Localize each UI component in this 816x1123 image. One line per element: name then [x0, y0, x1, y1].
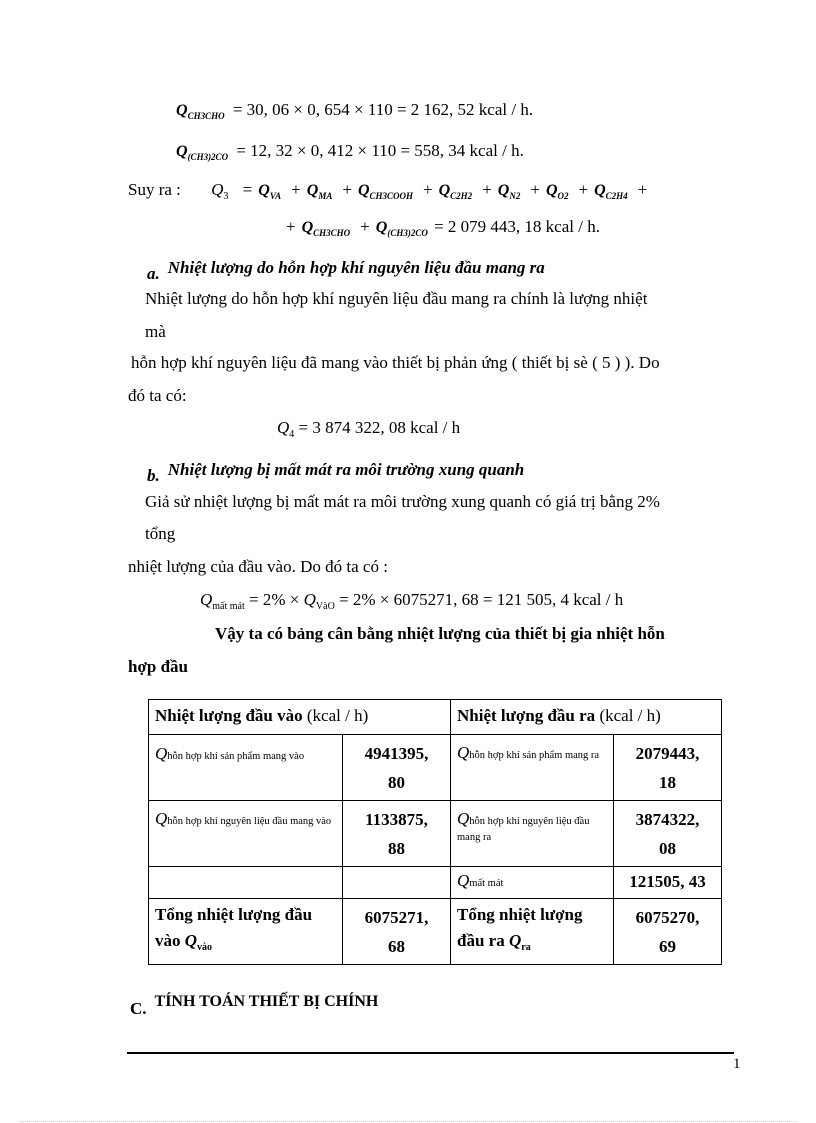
q-symbol: Q — [457, 871, 470, 890]
section-a-para-1: Nhiệt lượng do hỗn hợp khí nguyên liệu đầu mang ra chính là lượng nhiệt — [145, 289, 648, 308]
formula-term — [482, 180, 520, 199]
operator: + — [342, 180, 352, 199]
row2-output-value — [614, 801, 722, 867]
section-b-letter: b. — [147, 466, 160, 485]
section-c-title: TÍNH TOÁN THIẾT BỊ CHÍNH — [154, 993, 379, 1010]
q-subscript: N2 — [509, 191, 521, 201]
suy-ra-label: Suy ra : — [128, 180, 181, 199]
page-bottom-divider — [20, 1121, 796, 1122]
q3-symbol: Q — [211, 180, 224, 199]
operator: + — [530, 180, 540, 199]
section-b-para-1: Giả sử nhiệt lượng bị mất mát ra môi trường xung quanh có giá trị bằng 2% — [145, 492, 660, 511]
row-label: hỗn hợp khí sản phẩm mang vào — [167, 751, 305, 762]
row2-input-value — [343, 801, 451, 867]
q-symbol: Q — [508, 931, 522, 950]
row3-input-value — [343, 867, 451, 899]
q-subscript: MA — [318, 191, 333, 201]
section-a-para-4: đó ta có: — [128, 386, 187, 405]
section-a-equation — [277, 418, 460, 440]
q-symbol: Q — [594, 182, 606, 199]
total-input-label — [149, 899, 343, 965]
row2-output-label — [451, 801, 614, 867]
header-input-title: Nhiệt lượng đầu vào — [155, 706, 303, 725]
value-part-2: 08 — [659, 839, 677, 858]
summary-line-2: hợp đầu — [128, 657, 188, 676]
q-symbol: Q — [375, 219, 388, 236]
value-part-1: 3874322, — [635, 810, 700, 829]
heat-balance-table — [148, 699, 722, 965]
row3-output-label — [451, 867, 614, 899]
formula-term — [243, 180, 282, 199]
q-symbol: Q — [306, 182, 319, 199]
section-b-para-3: nhiệt lượng của đầu vào. Do đó ta có : — [128, 557, 388, 576]
formula-ch3cho — [176, 100, 533, 121]
q-loss-symbol: Q — [200, 590, 213, 609]
value-part-2: 18 — [659, 773, 677, 792]
table-row — [149, 801, 722, 867]
row1-input-value — [343, 735, 451, 801]
section-a-para-2: mà — [145, 322, 166, 341]
section-a-letter: a. — [147, 264, 160, 283]
formula-term — [286, 217, 350, 236]
value-part-1: 2079443, — [635, 744, 700, 763]
section-c-heading — [130, 991, 379, 1018]
header-output — [451, 700, 722, 735]
formula-term — [579, 180, 628, 199]
q4-subscript: 4 — [289, 429, 295, 440]
row-label: hỗn hợp khí nguyên liệu đầu mang ra — [457, 816, 590, 843]
section-a-heading — [147, 258, 545, 283]
formula-term — [638, 180, 654, 199]
row3-output-value — [614, 867, 722, 899]
row1-output-label — [451, 735, 614, 801]
section-c-letter: C. — [130, 999, 147, 1018]
equation-rest: = 2% × 6075271, 68 = 121 505, 4 kcal / h — [334, 590, 624, 609]
q-symbol: Q — [457, 743, 470, 762]
q-subscript: CH3CHO — [313, 228, 351, 238]
formula-ch32co — [176, 141, 524, 162]
q4-symbol: Q — [277, 418, 290, 437]
table-row — [149, 867, 722, 899]
total-input-value — [343, 899, 451, 965]
q-symbol: Q — [184, 931, 198, 950]
q-symbol: Q — [155, 744, 168, 763]
header-output-title: Nhiệt lượng đầu ra — [457, 706, 596, 725]
total-output-value — [614, 899, 722, 965]
formula-expression: = 30, 06 × 0, 654 × 110 = 2 162, 52 kcal / h. — [232, 100, 534, 119]
q-in-symbol: Q — [303, 590, 316, 609]
value-part-2: 88 — [388, 839, 405, 858]
operator: + — [578, 180, 589, 199]
suy-ra-line-2 — [276, 217, 600, 238]
row-label: hỗn hợp khí nguyên liệu đầu mang vào — [167, 816, 332, 827]
row-label: hỗn hợp khí sản phẩm mang ra — [469, 750, 600, 761]
table-total-row — [149, 899, 722, 965]
summary-line-1: Vậy ta có bảng cân bằng nhiệt lượng của thiết bị gia nhiệt hỗn — [215, 624, 665, 643]
value-part-1: 6075270, — [635, 908, 700, 927]
section-a-title: Nhiệt lượng do hỗn hợp khí nguyên liệu đầu mang ra — [167, 258, 545, 277]
q-symbol: Q — [497, 182, 510, 199]
formula-expression: = 12, 32 × 0, 412 × 110 = 558, 34 kcal / h. — [236, 141, 524, 160]
formula-term — [423, 180, 472, 199]
value-part-2: 69 — [659, 937, 677, 956]
q-symbol: Q — [176, 143, 188, 160]
value-part-2: 68 — [388, 937, 405, 956]
q-symbol: Q — [545, 182, 558, 199]
formula-term — [360, 217, 428, 236]
q-subscript: O2 — [557, 191, 569, 201]
q-loss-subscript: mất mát — [212, 601, 245, 612]
operator: = — [242, 180, 253, 199]
row1-output-value — [614, 735, 722, 801]
q-subscript: (CH3)2CO — [387, 228, 428, 238]
value-part-2: 80 — [388, 773, 405, 792]
page-number: 1 — [733, 1056, 741, 1072]
operator: + — [291, 180, 301, 199]
value-part-1: 4941395, — [364, 744, 429, 763]
q-symbol: Q — [357, 182, 370, 199]
operator: + — [637, 180, 648, 199]
total-output-label — [451, 899, 614, 965]
section-b-heading — [147, 460, 525, 485]
suy-ra-line-1 — [128, 180, 653, 202]
section-b-title: Nhiệt lượng bị mất mát ra môi trường xung quanh — [167, 460, 525, 479]
q-symbol: Q — [258, 182, 270, 199]
q-symbol: Q — [155, 809, 168, 828]
value-part-1: 1133875, — [365, 810, 428, 829]
table-row — [149, 735, 722, 801]
q-subscript: CH3CHO — [187, 111, 225, 121]
q4-value: = 3 874 322, 08 kcal / h — [298, 418, 461, 437]
q-subscript: C2H2 — [450, 191, 473, 201]
total-label: Tổng nhiệt lượng đầu ra — [457, 905, 583, 950]
q-in-subscript: VàO — [315, 601, 335, 612]
section-b-equation — [200, 590, 623, 612]
header-input — [149, 700, 451, 735]
q-subscript: (CH3)2CO — [187, 152, 229, 162]
suy-ra-terms — [233, 180, 654, 199]
suy-ra-result: = 2 079 443, 18 kcal / h. — [434, 217, 600, 236]
suy-ra-terms-2 — [276, 217, 428, 236]
q-subscript: vào — [197, 942, 213, 953]
row2-input-label — [149, 801, 343, 867]
row-label: mất mát — [469, 878, 504, 889]
q-subscript: C2H4 — [605, 191, 628, 201]
section-b-para-2: tổng — [145, 524, 176, 543]
row3-input-label — [149, 867, 343, 899]
q-symbol: Q — [176, 102, 188, 119]
section-a-para-3: hỗn hợp khí nguyên liệu đã mang vào thiết bị phản ứng ( thiết bị sè ( 5 ) ). Do — [131, 353, 660, 372]
q3-subscript: 3 — [223, 191, 229, 202]
row1-input-label — [149, 735, 343, 801]
value-part-1: 121505, 43 — [629, 872, 706, 891]
q-symbol: Q — [301, 219, 314, 236]
equation-mid: = 2% × — [249, 590, 304, 609]
header-output-unit: (kcal / h) — [595, 706, 661, 725]
total-label: Tổng nhiệt lượng đầu vào — [155, 905, 313, 950]
formula-term — [530, 180, 568, 199]
formula-term — [291, 180, 332, 199]
q-subscript: ra — [521, 942, 531, 953]
header-input-unit: (kcal / h) — [302, 706, 369, 725]
q-symbol: Q — [457, 809, 470, 828]
q-symbol: Q — [438, 182, 451, 199]
table-header-row — [149, 700, 722, 735]
operator: + — [423, 180, 433, 199]
formula-term — [342, 180, 413, 199]
q-subscript: CH3COOH — [369, 191, 414, 201]
operator: + — [482, 180, 492, 199]
operator: + — [286, 217, 296, 236]
footer-rule — [127, 1052, 734, 1054]
q-subscript: VA — [269, 191, 282, 201]
operator: + — [360, 217, 370, 236]
value-part-1: 6075271, — [364, 908, 429, 927]
